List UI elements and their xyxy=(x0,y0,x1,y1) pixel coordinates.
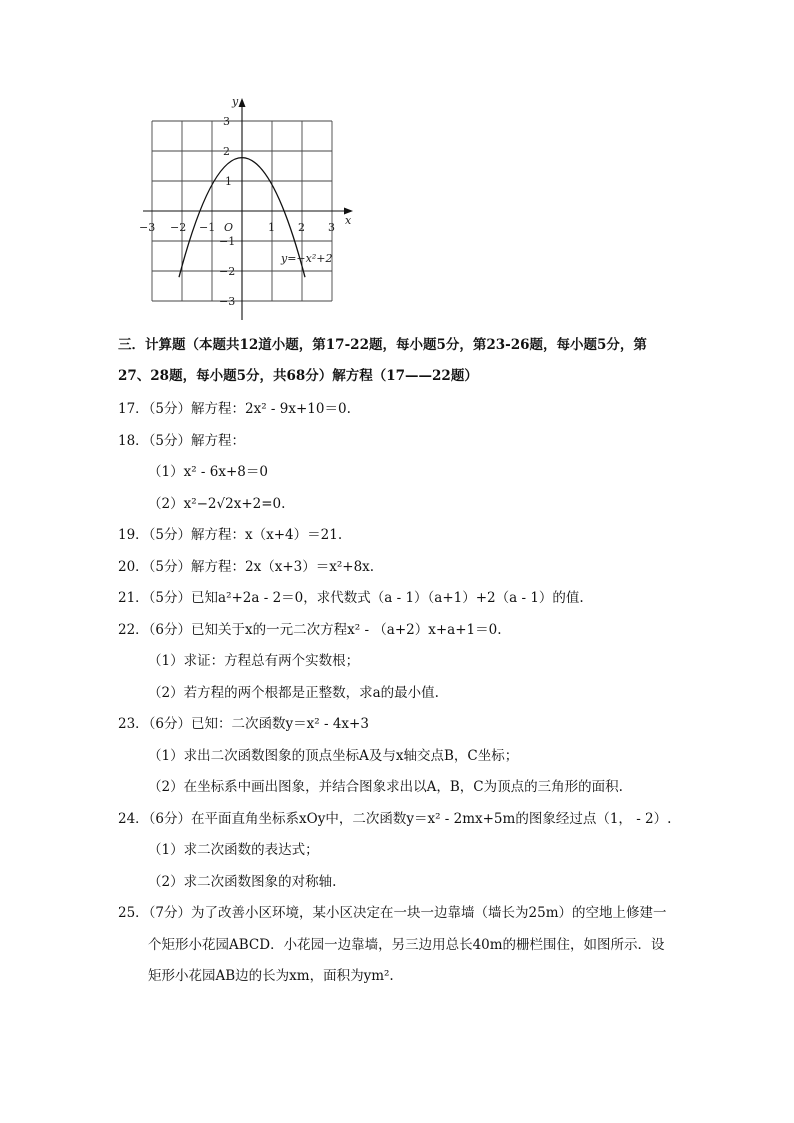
y-tick-label: 1 xyxy=(225,175,232,188)
question-20: 20．（5分）解方程：2x（x+3）＝x²+8x. xyxy=(118,558,375,575)
question-18-part-2 xyxy=(118,489,678,521)
y-tick-label: −3 xyxy=(219,295,236,308)
question-17-prefix: 17．（5分）解方程： xyxy=(118,401,246,417)
question-24: 24．（6分）在平面直角坐标系xOy中，二次函数y＝x² - 2mx+5m的图象经过点（1， - 2）. xyxy=(118,810,672,827)
question-18: 18．（5分）解方程： xyxy=(118,432,246,449)
x-tick-label: 2 xyxy=(298,221,305,234)
y-tick-label: −2 xyxy=(219,265,236,278)
question-24-part-2: （2）求二次函数图象的对称轴. xyxy=(148,873,337,890)
question-22-part-2: （2）若方程的两个根都是正整数，求a的最小值. xyxy=(148,684,439,701)
section-heading xyxy=(118,330,678,392)
question-22-part-1: （1）求证：方程总有两个实数根； xyxy=(148,653,360,669)
curve-label: y=−x²+2 xyxy=(281,252,333,265)
x-tick-label: 1 xyxy=(268,221,275,234)
origin-label: O xyxy=(224,221,234,234)
question-23-part-2: （2）在坐标系中画出图象，并结合图象求出以A，B，C为顶点的三角形的面积. xyxy=(148,779,623,795)
section-heading-line-1: 三．计算题（本题共12道小题，第17-22题，每小题5分，第23-26题，每小题5分，第 xyxy=(118,337,647,353)
question-list xyxy=(118,330,678,993)
question-17-equation: 2x² - 9x+10＝0. xyxy=(245,401,351,417)
y-tick-label: 2 xyxy=(223,145,230,158)
x-axis-label: x xyxy=(345,214,352,227)
question-24-part-1: （1）求二次函数的表达式； xyxy=(148,842,319,858)
y-tick-label: 3 xyxy=(223,115,230,128)
parabola-graph xyxy=(135,92,365,324)
question-17 xyxy=(118,394,678,426)
question-21: 21．（5分）已知a²+2a - 2＝0，求代数式（a - 1）（a+1）+2（a - 1）的值. xyxy=(118,590,584,606)
y-axis-arrow-icon xyxy=(239,98,246,107)
axes xyxy=(143,98,353,320)
question-18-part-1: （1）x² - 6x+8＝0 xyxy=(148,464,268,480)
question-22: 22．（6分）已知关于x的一元二次方程x² - （a+2）x+a+1＝0. xyxy=(118,621,502,638)
x-tick-label: −1 xyxy=(199,221,216,234)
x-tick-label: −3 xyxy=(139,221,156,234)
question-25: 25．（7分）为了改善小区环境，某小区决定在一块一边靠墙（墙长为25m）的空地上修建一个矩形小花园ABCD．小花园一边靠墙，另三边用总长40m的栅栏围住，如图所示．设矩形小花园AB边的长为xm，面积为ym². xyxy=(118,905,667,984)
y-axis-label: y xyxy=(232,95,239,108)
x-tick-label: −2 xyxy=(170,221,187,234)
x-tick-label: 3 xyxy=(328,221,335,234)
question-19: 19．（5分）解方程：x（x+4）＝21. xyxy=(118,527,343,543)
question-18-part-2-label: （2） xyxy=(148,495,184,512)
question-23: 23．（6分）已知：二次函数y＝x² - 4x+3 xyxy=(118,716,369,732)
question-18-part-2-equation: x²−2√2x+2=0. xyxy=(183,495,286,512)
y-tick-label: −1 xyxy=(219,235,236,248)
graph-svg xyxy=(135,92,365,324)
section-heading-line-2: 27、28题，每小题5分，共68分）解方程（17——22题） xyxy=(118,368,478,384)
question-23-part-1: （1）求出二次函数图象的顶点坐标A及与x轴交点B，C坐标； xyxy=(148,747,519,764)
